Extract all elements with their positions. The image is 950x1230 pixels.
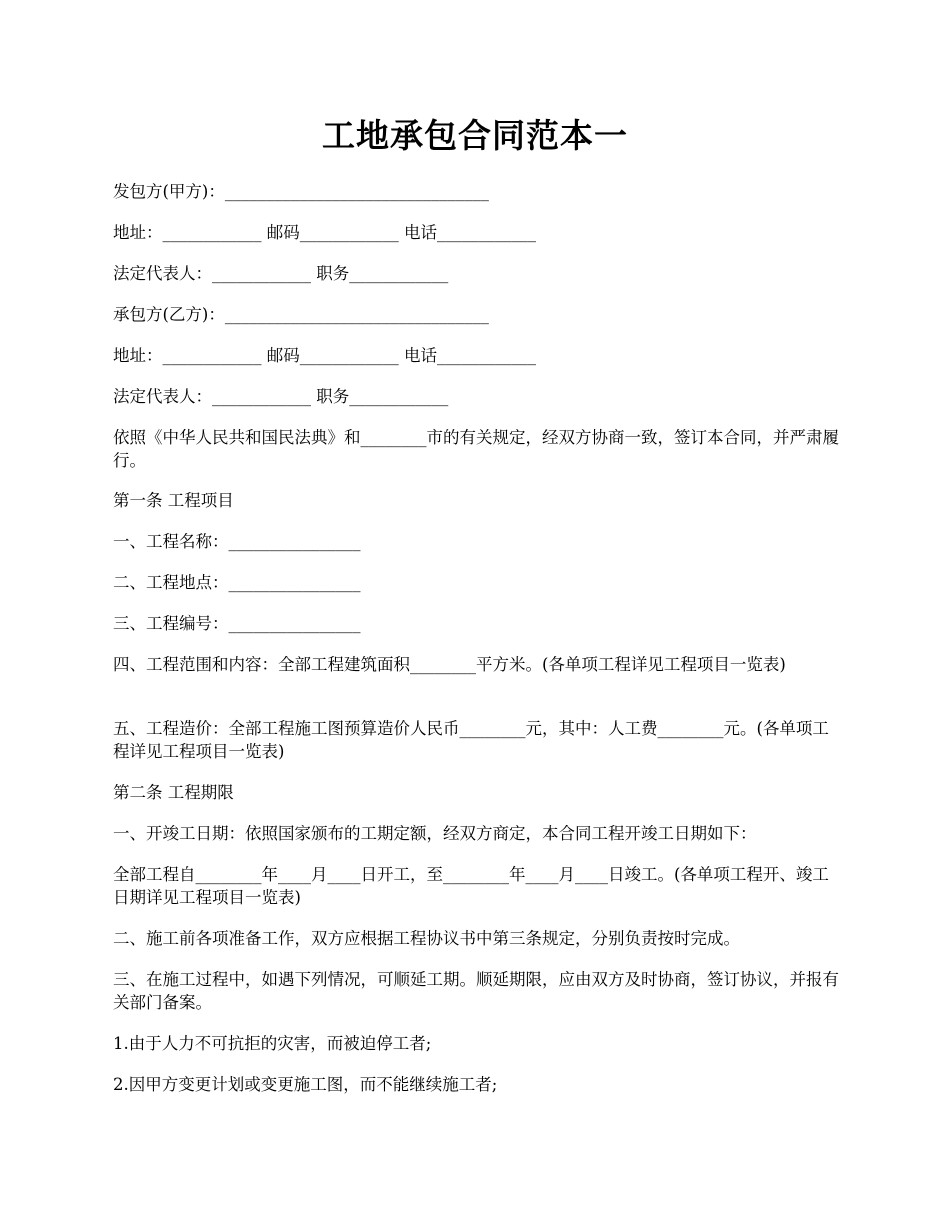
party-b-representative-line: 法定代表人：____________ 职务____________	[113, 387, 449, 406]
party-b-address-line: 地址：____________ 邮码____________ 电话____________	[113, 346, 536, 365]
project-scope-paragraph: 四、工程范围和内容：全部工程建筑面积________平方米。(各单项工程详见工程项目一览表)	[113, 655, 786, 674]
extension-conditions-paragraph: 三、在施工过程中，如遇下列情况，可顺延工期。顺延期限，应由双方及时协商，签订协议，并报有关部门备案。	[113, 970, 839, 1012]
project-location-line: 二、工程地点：________________	[113, 573, 361, 592]
party-a-address-line: 地址：____________ 邮码____________ 电话____________	[113, 223, 536, 242]
project-number-line: 三、工程编号：________________	[113, 614, 361, 633]
party-a-representative-line: 法定代表人：____________ 职务____________	[113, 264, 449, 283]
project-cost-paragraph: 五、工程造价：全部工程施工图预算造价人民币________元，其中：人工费________元。(各单项工程详见工程项目一览表)	[113, 719, 829, 761]
article-one-heading: 第一条 工程项目	[113, 491, 234, 510]
overall-schedule-paragraph: 全部工程自________年____月____日开工，至________年____月____日竣工。(各单项工程开、竣工日期详见工程项目一览表)	[113, 865, 829, 907]
preamble-paragraph: 依照《中华人民共和国民法典》和________市的有关规定，经双方协商一致，签订本合同，并严肃履行。	[113, 428, 839, 470]
document-title: 工地承包合同范本一	[322, 116, 628, 155]
start-completion-dates-paragraph: 一、开竣工日期：依照国家颁布的工期定额，经双方商定，本合同工程开竣工日期如下：	[113, 824, 757, 843]
party-a-name-line: 发包方(甲方)：________________________________	[113, 182, 489, 201]
force-majeure-item: 1.由于人力不可抗拒的灾害，而被迫停工者;	[113, 1034, 432, 1053]
preparation-work-paragraph: 二、施工前各项准备工作，双方应根据工程协议书中第三条规定，分别负责按时完成。	[113, 929, 740, 948]
article-two-heading: 第二条 工程期限	[113, 783, 234, 802]
party-b-name-line: 承包方(乙方)：________________________________	[113, 305, 489, 324]
plan-change-item: 2.因甲方变更计划或变更施工图，而不能继续施工者;	[113, 1075, 498, 1094]
project-name-line: 一、工程名称：________________	[113, 532, 361, 551]
